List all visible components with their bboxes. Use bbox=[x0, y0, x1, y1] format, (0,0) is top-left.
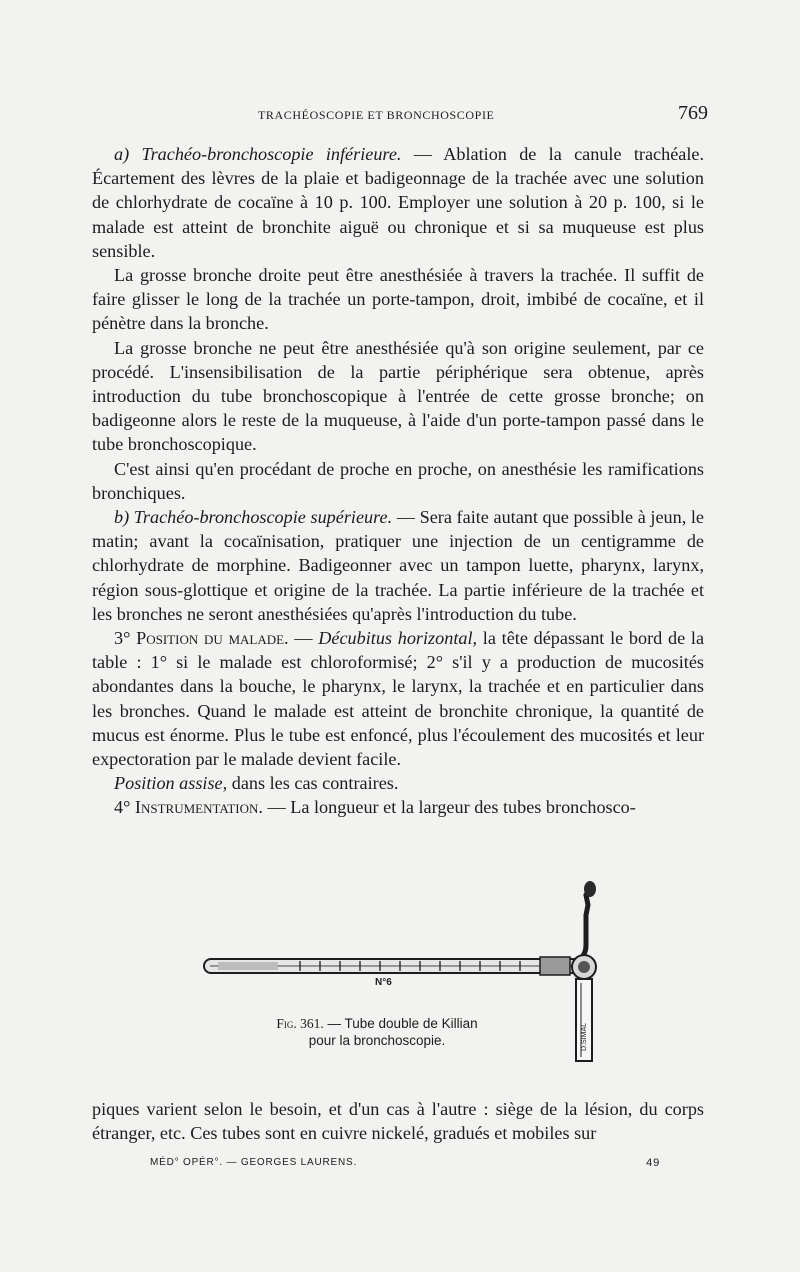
running-head: TRACHÉOSCOPIE ET BRONCHOSCOPIE bbox=[258, 108, 495, 122]
section-heading: Instrumentation. bbox=[134, 797, 263, 818]
paragraph bbox=[92, 795, 704, 819]
caption-line: pour la bronchoscopie. bbox=[308, 1033, 446, 1048]
paragraph-text: — Ablation de la canule trachéale. Écartement des lèvres de la plaie et badigeonnage de la trachée avec une solution de chlorhydrate de cocaïne à 10 p. 100. Employer une solution à 20 p. 100, si le malade est atteint de bronchite aiguë ou chronique et si sa muqueuse est plus sensible. bbox=[92, 144, 705, 261]
section-title: Trachéo-bronchoscopie inférieure. bbox=[141, 144, 402, 164]
tube-size-label: N°6 bbox=[375, 977, 392, 988]
paragraph-text: dans les cas contraires. bbox=[227, 773, 399, 794]
paragraph bbox=[92, 142, 704, 263]
footer-signature: MÉD° OPÉR°. — GEORGES LAURENS. bbox=[150, 1157, 358, 1168]
body-text bbox=[92, 142, 704, 820]
continuation-text: piques varient selon le besoin, et d'un cas à l'autre : siège de la lésion, du corps étranger, etc. Ces tubes sont en cuivre nickelé, gradués et mobiles sur bbox=[92, 1099, 704, 1144]
section-label: a) bbox=[114, 144, 130, 164]
tube-collar bbox=[540, 955, 596, 979]
section-label: b) bbox=[114, 507, 130, 528]
signature-number: 49 bbox=[646, 1157, 660, 1169]
handle-rod bbox=[566, 881, 596, 965]
paragraph bbox=[92, 771, 704, 795]
section-title: Position assise, bbox=[114, 773, 228, 794]
paragraph-text: — La longueur et la largeur des tubes bronchosco- bbox=[262, 797, 636, 818]
page-footer bbox=[150, 1157, 660, 1168]
section-heading: Position du malade. bbox=[136, 628, 289, 649]
figure-number: Fig. 361. bbox=[276, 1016, 324, 1031]
paragraph bbox=[92, 626, 704, 771]
dash: — bbox=[288, 628, 319, 649]
caption-text: — Tube double de Killian bbox=[323, 1016, 478, 1031]
paragraph-text: la tête dépassant le bord de la table : 1° si le malade est chloroformisé; 2° s'il y a production de mucosités abondantes dans la bouche, le pharynx, le larynx, la trachée et en particulier dans les bronches. Quand le malade est atteint de bronchite chronique, la quantité de mucus est énorme. Plus le tube est enfoncé, plus l'écoulement des mucosités et leur expectoration par le malade devient facile. bbox=[92, 628, 705, 770]
section-title: Décubitus horizontal, bbox=[318, 628, 478, 649]
figure-caption bbox=[242, 1015, 512, 1049]
section-number: 3° bbox=[114, 628, 131, 649]
paragraph-text: — Sera faite autant que possible à jeun, le matin; avant la cocaïnisation, pratiquer une injection de un centigramme de chlorhydrate de morphine. Badigeonner avec un tampon luette, pharynx, larynx, région sous-glottique et origine de la trachée. La partie inférieure de la trachée et les bronches ne seront anesthésiées qu'après l'introduction du tube. bbox=[92, 507, 705, 624]
section-number: 4° bbox=[114, 797, 131, 818]
paragraph: La grosse bronche ne peut être anesthésiée qu'à son origine seulement, par ce procédé. L'insensibilisation de la partie périphérique sera obtenue, après introduction du tube bronchoscopique à l'entrée de cette grosse bronche; on badigeonne alors le reste de la muqueuse, à l'aide d'un porte-tampon passé dans le tube bronchoscopique. bbox=[92, 337, 704, 455]
paragraph: La grosse bronche droite peut être anesthésiée à travers la trachée. Il suffit de faire glisser le long de la trachée un porte-tampon, droit, imbibé de cocaïne, et il pénètre dans la bronche. bbox=[92, 265, 704, 334]
page-number: 769 bbox=[678, 102, 708, 124]
maker-mark: D.SIMAL bbox=[581, 1022, 588, 1051]
caption-line bbox=[242, 1015, 512, 1032]
page-header bbox=[108, 104, 708, 130]
tube-body bbox=[204, 959, 582, 973]
paragraph bbox=[92, 505, 704, 626]
paragraph: C'est ainsi qu'en procédant de proche en proche, on anesthésie les ramifications bronchiques. bbox=[92, 458, 704, 503]
section-title: Trachéo-bronchoscopie supérieure. bbox=[133, 507, 393, 528]
